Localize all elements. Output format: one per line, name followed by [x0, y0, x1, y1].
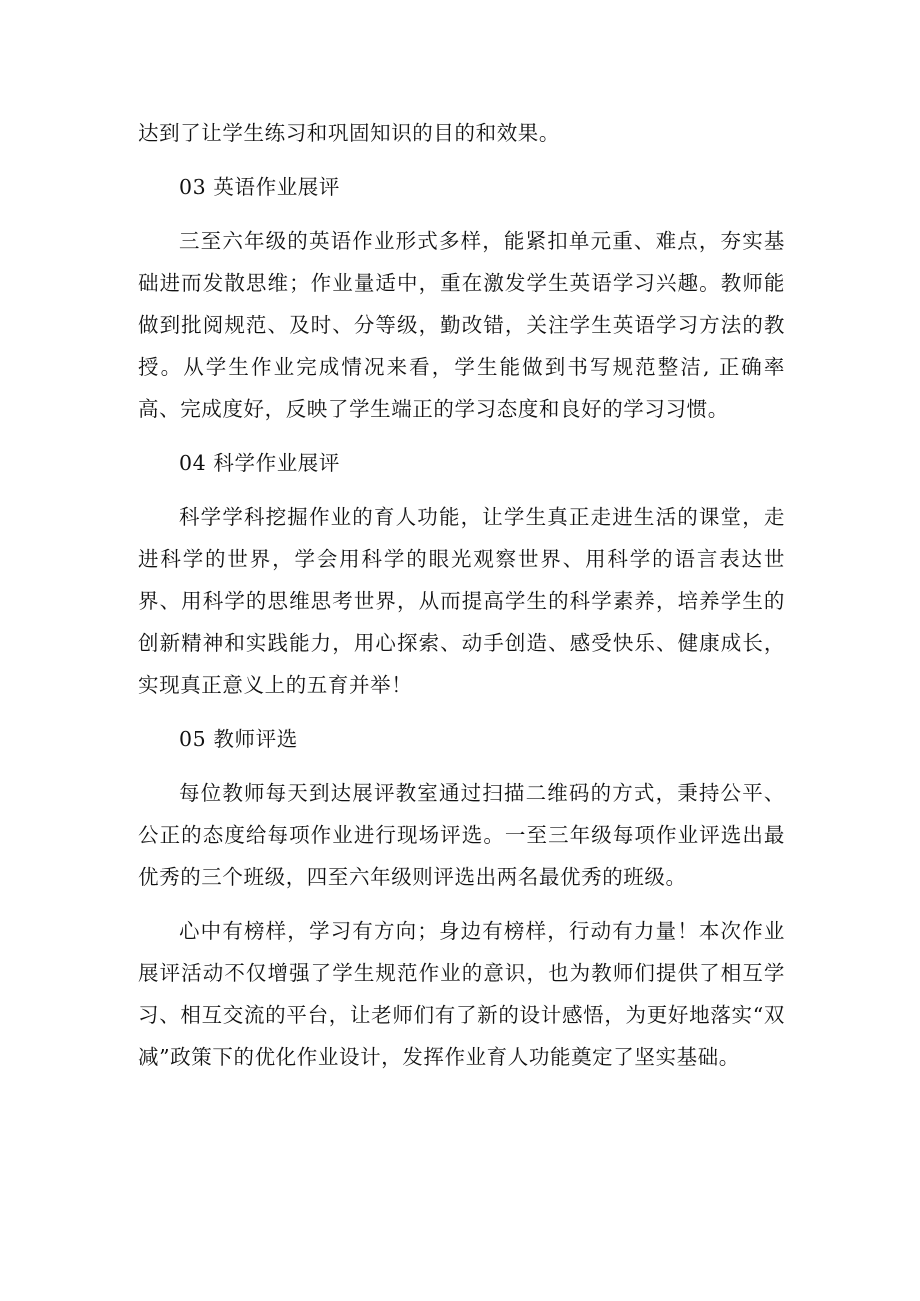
conclusion-paragraph: 心中有榜样，学习有方向；身边有榜样，行动有力量！本次作业展评活动不仅增强了学生规范作业的意识，也为教师们提供了相互学习、相互交流的平台，让老师们有了新的设计感悟，为更好地落实“双减”政策下的优化作业设计，发挥作业育人功能奠定了坚实基础。 [138, 919, 785, 1069]
document-page [138, 112, 785, 1078]
science-section-paragraph: 科学学科挖掘作业的育人功能，让学生真正走进生活的课堂，走进科学的世界，学会用科学的眼光观察世界、用科学的语言表达世界、用科学的思维思考世界，从而提高学生的科学素养，培养学生的创新精神和实践能力，用心探索、动手创造、感受快乐、健康成长，实现真正意义上的五育并举！ [138, 505, 785, 697]
teacher-section-paragraph: 每位教师每天到达展评教室通过扫描二维码的方式，秉持公平、公正的态度给每项作业进行现场评选。一至三年级每项作业评选出最优秀的三个班级，四至六年级则评选出两名最优秀的班级。 [138, 781, 785, 889]
english-section-heading: 03 英语作业展评 [179, 175, 341, 199]
science-section-heading: 04 科学作业展评 [179, 451, 341, 475]
intro-tail-paragraph: 达到了让学生练习和巩固知识的目的和效果。 [138, 121, 560, 145]
english-section-paragraph: 三至六年级的英语作业形式多样，能紧扣单元重、难点，夯实基础进而发散思维；作业量适中，重在激发学生英语学习兴趣。教师能做到批阅规范、及时、分等级，勤改错，关注学生英语学习方法的教授。从学生作业完成情况来看，学生能做到书写规范整洁, 正确率高、完成度好，反映了学生端正的学习态度和良好的学习习惯。 [138, 229, 785, 421]
teacher-section-heading: 05 教师评选 [179, 727, 298, 751]
